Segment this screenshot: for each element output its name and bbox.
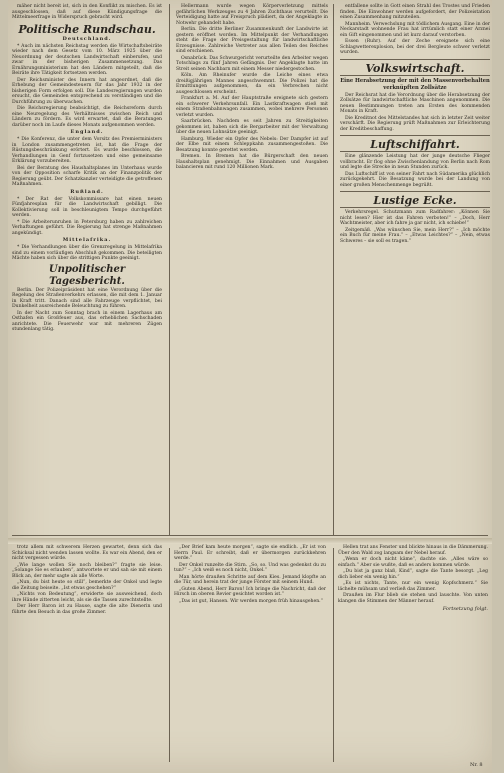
column-rule xyxy=(169,548,170,762)
article-paragraph: Das Luftschiff ist von seiner Fahrt nach Südamerika glücklich zurückgekehrt. Die Besatzung wurde bei der Landung von einer großen Menschenmenge begrüßt. xyxy=(340,171,490,188)
story-paragraph: „Wie lange wollen Sie noch bleiben?“ fragte sie leise. „Solange Sie es erlauben“, antwortete er und sah sie mit einem Blick an, der mehr sagte als alle Worte. xyxy=(12,562,162,579)
article-paragraph: * Der Rat der Volkskommissare hat einen neuen Fünfjahresplan für die Landwirtschaft gebilligt. Die Kollektivierung soll in beschleunigtem Tempo durchgeführt werden. xyxy=(12,196,162,218)
article-paragraph: Osnabrück. Das Schwurgericht verurteilte den Arbeiter wegen Totschlags zu fünf Jahren Gefängnis. Der Angeklagte hatte im Streit seinen Nachbarn mit einem Messer niedergestochen. xyxy=(176,55,328,72)
page-fold xyxy=(8,538,492,544)
article-paragraph: Berlin. Der Polizeipräsident hat eine Verordnung über die Regelung des Straßenverkehrs erlassen, die mit dem 1. Januar in Kraft tritt. Danach sind alle Fahrzeuge verpflichtet, bei Dunkelheit ausreichende Beleuchtung zu führen. xyxy=(12,287,162,309)
article-paragraph: Eine glänzende Leistung hat der junge deutsche Flieger vollbracht. Er flog ohne Zwischenlandung von Berlin nach Rom und legte die Strecke in neun Stunden zurück. xyxy=(340,154,490,170)
story-paragraph: Hellen trat ans Fenster und blickte hinaus in die Dämmerung. Über den Wald zog langsam der Nebel herauf. xyxy=(338,545,488,556)
story-paragraph: „Du bist ja ganz blaß, Kind“, sagte die Tante besorgt. „Leg dich lieber ein wenig hin.“ xyxy=(338,569,488,580)
article-intro: mäher nicht bereit ist, sich in den Konflikt zu mischen. Es ist ausgeschlossen, daß auf diese Kündigungsfrage die Mittelmeerfrage in Widerspruch gebracht wird. xyxy=(12,4,162,20)
column-middle xyxy=(176,4,328,172)
serial-column-2 xyxy=(174,545,326,605)
article-paragraph: * Auch im nächsten Reichstag werden die Wirtschaftsbeiräte wieder nach dem Gesetz vom 10. März 1925 über die Neuordnung der deutschen Landwirtschaft einberufen, und zwar in der bisherigen Zusammensetzung. Das Ernährungsministerium hat den Ländern mitgeteilt, daß die Beiräte ihre Tätigkeit fortsetzen werden. xyxy=(12,43,162,76)
section-title-politics: Politische Rundschau. xyxy=(18,22,156,36)
article-paragraph: Verkehrsregel. Schutzmann zum Radfahrer: „Können Sie nicht lesen? Hier ist das Fahren verboten!“ – „Doch, Herr Wachtmeister, aber ich fahre ja gar nicht, ich schiebe!“ xyxy=(340,210,490,226)
story-paragraph: „Nichts von Bedeutung“, erwiderte sie ausweichend, doch ihre Hände zitterten leicht, als sie die Tassen zurechtstellte. xyxy=(12,592,162,603)
article-kicker: Eine Herabsetzung der mit den Massenvorbehalten verknüpften Zollsätze xyxy=(340,77,490,91)
serial-column-3 xyxy=(338,545,488,612)
continued-note: Fortsetzung folgt. xyxy=(442,606,488,612)
subsection-africa: Mittelafrika. xyxy=(62,237,112,243)
story-paragraph: „Das ist gut, Hansen. Wir werden morgen früh hinausgehen.“ xyxy=(179,598,323,604)
article-paragraph: Köln. Am Rheinufer wurde die Leiche eines etwa dreißigjährigen Mannes angeschwemmt. Die Polizei hat die Ermittlungen aufgenommen, da ein Verbrechen nicht ausgeschlossen erscheint. xyxy=(176,73,328,95)
column-rule xyxy=(333,548,334,762)
column-right xyxy=(340,4,490,245)
story-paragraph: „Wenn er doch nicht käme“, dachte sie. „Alles wäre so einfach.“ Aber sie wußte, daß es anders kommen würde. xyxy=(338,557,488,568)
subsection-germany: Deutschland. xyxy=(62,35,112,42)
article-paragraph: Bei der Beratung des Haushaltsplanes im Unterhaus wurde von der Opposition scharfe Kritik an der Finanzpolitik der Regierung geübt. Der Schatzkanzler verteidigte die getroffenen Maßnahmen. xyxy=(12,165,162,187)
story-paragraph: Man hörte draußen Schritte auf dem Kies. Jemand klopfte an die Tür, und herein trat der junge Förster mit seinem Hund. xyxy=(174,574,326,585)
section-title-daily-report: Unpolitischer Tagesbericht. xyxy=(48,263,126,287)
article-paragraph: * Die Verhandlungen über die Grenzregelung in Mittelafrika sind zu einem vorläufigen Abschluß gekommen. Die beteiligten Mächte haben sich über die strittigen Punkte geeinigt. xyxy=(12,245,162,261)
story-paragraph: Der Herr Baron ist zu Hause, sagte die alte Dienerin und führte den Besuch in das große Zimmer. xyxy=(12,604,162,615)
story-paragraph: trotz allem mit schwerem Herzen gewartet, denn sich das Schicksal nicht wenden lassen wollte. Es war ein Abend, den er nicht vergessen würde. xyxy=(12,545,162,561)
article-paragraph: Hellermann wurde wegen Körperverletzung mittels gefährlichen Werkzeuges zu 4 Jahren Zuchthaus verurteilt. Die Verteidigung hatte auf Freispruch plädiert, da der Angeklagte in Notwehr gehandelt habe. xyxy=(176,4,328,26)
article-paragraph: Frankfurt a. M. Auf der Hauptstraße ereignete sich gestern ein schwerer Verkehrsunfall. Ein Lastkraftwagen stieß mit einem Straßenbahnwagen zusammen, wobei mehrere Personen verletzt wurden. xyxy=(176,96,328,118)
section-title-economy: Volkswirtschaft. xyxy=(365,61,465,75)
article-paragraph: * Die Konferenz, die unter dem Vorsitz des Premierministers in London zusammengetreten ist, hat die Frage der Rüstungsbeschränkung erörtert. Es wurde beschlossen, die Verhandlungen in Genf fortzusetzen und eine gemeinsame Erklärung vorzubereiten. xyxy=(12,137,162,164)
column-left xyxy=(12,4,162,334)
column-rule xyxy=(169,4,170,536)
section-title-aviation: Luftschiffahrt. xyxy=(370,138,460,151)
serial-column-1 xyxy=(12,545,162,616)
story-paragraph: Draußen im Flur blieb sie stehen und lauschte. Von unten klangen die Stimmen der Männer herauf. xyxy=(338,593,488,604)
column-rule xyxy=(333,4,334,536)
article-paragraph: Die Reichsregierung beabsichtigt, die Reichsreform durch eine Neuregelung des Verhältnisses zwischen Reich und Ländern zu fördern. Es wird erwartet, daß die Beratungen darüber noch im Laufe dieses Monats aufgenommen werden. xyxy=(12,106,162,128)
story-paragraph: „Es ist nichts, Tante, nur ein wenig Kopfschmerz.“ Sie lächelte mühsam und verließ das Zimmer. xyxy=(338,581,488,592)
section-divider xyxy=(12,535,488,536)
article-paragraph: entfallene sollte in Gott einen Strahl des Trostes und Frieden finden. Die Einwohner werden aufgefordert, der Polizeistation einen Zusammenhang mitzuteilen. xyxy=(340,4,490,20)
subsection-england: England. xyxy=(70,129,104,135)
section-title-humor: Lustige Ecke. xyxy=(373,194,457,207)
story-paragraph: „Guten Abend, Herr Baron! Ich bringe die Nachricht, daß der Hirsch im oberen Revier gesichtet worden ist.“ xyxy=(174,586,326,597)
page-number: Nr. 8 xyxy=(470,762,483,768)
article-paragraph: Der Reichsminister des Innern hat angeordnet, daß die Erhebung der Gemeindesteuern für das Jahr 1932 in der bisherigen Form erfolgen soll. Die Landesregierungen wurden ersucht, die Gemeinden entsprechend zu verständigen und die Durchführung zu überwachen. xyxy=(12,77,162,105)
article-paragraph: Berlin. Die dritte Berliner Zusammenkunft der Landwirte ist gestern eröffnet worden. Im Mittelpunkt der Verhandlungen steht die Frage der Preisgestaltung für landwirtschaftliche Erzeugnisse. Zahlreiche Vertreter aus allen Teilen des Reiches sind erschienen. xyxy=(176,27,328,54)
article-paragraph: Die Kreditnot des Mittelstandes hat sich in letzter Zeit weiter verschärft. Die Regierung prüft Maßnahmen zur Erleichterung der Kreditbeschaffung. xyxy=(340,115,490,132)
article-paragraph: Saarbrücken. Nachdem es seit Jahren zu Streitigkeiten gekommen ist, haben sich die Bergarbeiter mit der Verwaltung über die neuen Lohnsätze geeinigt. xyxy=(176,119,328,135)
story-paragraph: „Nun, du bist heute so still“, bemerkte der Onkel und legte die Zeitung beiseite. „Ist etwas geschehen?“ xyxy=(12,580,162,591)
article-paragraph: Der Reichsrat hat die Verordnung über die Herabsetzung der Zollsätze für landwirtschaftliche Maschinen angenommen. Die neuen Bestimmungen treten am Ersten des kommenden Monats in Kraft. xyxy=(340,92,490,114)
article-paragraph: Zeitgemäß. „Was wünschen Sie, mein Herr?“ – „Ich möchte ein Buch für meine Frau.“ – „Etwas Leichtes?“ – „Nein, etwas Schweres – sie soll es tragen.“ xyxy=(340,227,490,244)
story-paragraph: „Der Brief kam heute morgen“, sagte sie endlich. „Er ist von Herrn Paul. Er schreibt, daß er übermorgen zurückkehren werde.“ xyxy=(174,545,326,561)
article-paragraph: Hamburg. Wieder ein Opfer des Nebels: Der Dampfer ist auf der Elbe mit einem Schleppkahn zusammengestoßen. Die Besatzung konnte gerettet werden. xyxy=(176,136,328,153)
article-paragraph: Bremen. In Bremen hat die Bürgerschaft den neuen Haushaltsplan genehmigt. Die Einnahmen und Ausgaben balancieren mit rund 120 Millionen Mark. xyxy=(176,154,328,170)
story-paragraph: Der Onkel runzelte die Stirn. „So, so. Und was gedenkst du zu tun?“ – „Ich weiß es noch nicht, Onkel.“ xyxy=(174,562,326,573)
article-paragraph: Essen (Ruhr). Auf der Zeche ereignete sich eine Schlagwetterexplosion, bei der drei Bergleute schwer verletzt wurden. xyxy=(340,39,490,55)
article-paragraph: Mannheim. Verwechslung mit tödlichem Ausgang. Eine in der Neckarstadt wohnende Frau hat irrtümlich statt einer Arznei ein Gift eingenommen und ist kurz darauf verstorben. xyxy=(340,21,490,38)
subsection-russia: Rußland. xyxy=(70,188,104,195)
article-paragraph: * Die Arbeiterunruhen in Petersburg haben zu zahlreichen Verhaftungen geführt. Die Regierung hat strenge Maßnahmen angekündigt. xyxy=(12,219,162,236)
article-paragraph: In der Nacht zum Sonntag brach in einem Lagerhaus am Osthafen ein Großfeuer aus, das erheblichen Sachschaden anrichtete. Die Feuerwehr war mit mehreren Zügen stundenlang tätig. xyxy=(12,310,162,332)
